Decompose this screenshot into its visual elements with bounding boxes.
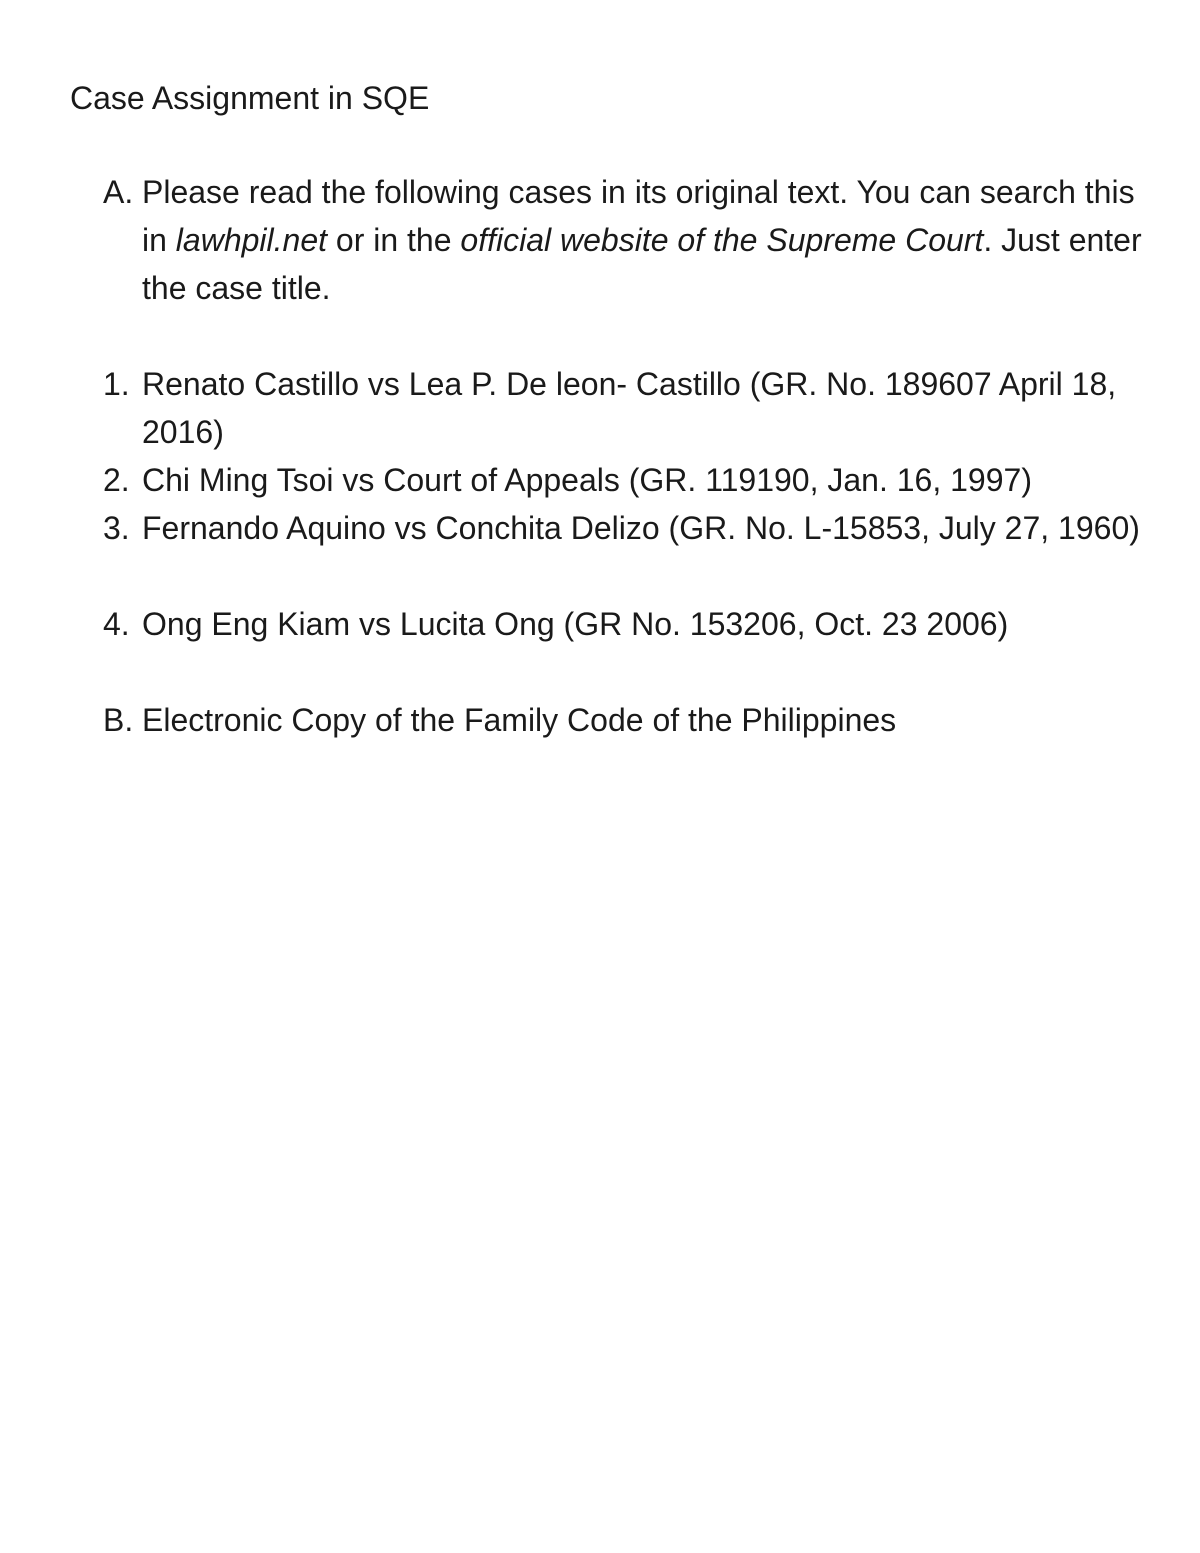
case-item-text: Chi Ming Tsoi vs Court of Appeals (GR. 119190, Jan. 16, 1997)	[142, 462, 1032, 498]
case-item	[103, 504, 1143, 552]
case-item	[103, 360, 1143, 456]
section-a-text	[142, 168, 1143, 312]
case-item-text: Fernando Aquino vs Conchita Delizo (GR. No. L-15853, July 27, 1960)	[142, 510, 1140, 546]
case-item	[103, 456, 1143, 504]
lawphil-reference: lawhpil.net	[175, 222, 327, 258]
section-b-marker: B.	[103, 702, 134, 738]
case-item-marker: 4.	[103, 606, 130, 642]
case-item-text: Ong Eng Kiam vs Lucita Ong (GR No. 153206, Oct. 23 2006)	[142, 606, 1009, 642]
section-b-text: Electronic Copy of the Family Code of the Philippines	[142, 702, 897, 738]
case-item-text: Renato Castillo vs Lea P. De leon- Castillo (GR. No. 189607 April 18, 2016)	[142, 366, 1117, 450]
case-item-marker: 3.	[103, 510, 130, 546]
case-item	[103, 600, 1143, 648]
document-title: Case Assignment in SQE	[70, 80, 430, 116]
supreme-court-reference: official website of the Supreme Court	[460, 222, 984, 258]
section-b	[103, 696, 1143, 744]
section-a-text-part-1: Please read the following cases in its original text. You can search this in	[142, 174, 1135, 258]
section-a-text-part-2: or in the	[327, 222, 461, 258]
case-item-marker: 1.	[103, 366, 130, 402]
section-a-marker: A.	[103, 174, 134, 210]
section-a	[103, 168, 1143, 312]
section-a-text-part-3: . Just enter the case title.	[142, 222, 1142, 306]
case-item-marker: 2.	[103, 462, 130, 498]
